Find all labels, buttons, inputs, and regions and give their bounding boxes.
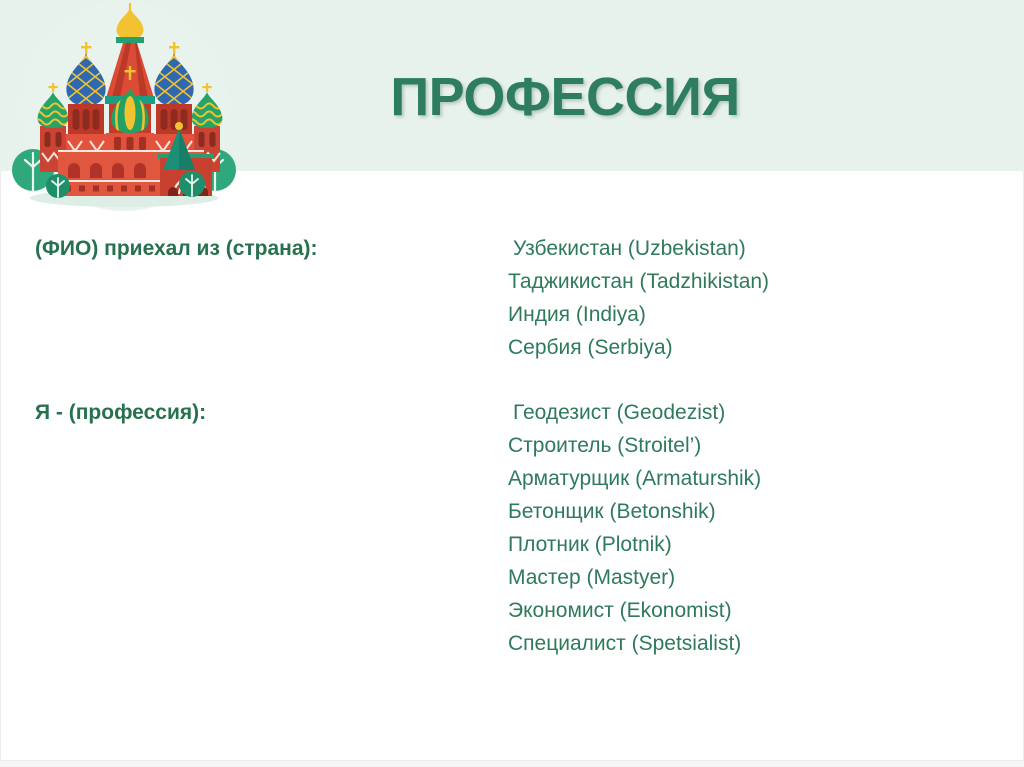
page-title: ПРОФЕССИЯ — [390, 67, 740, 127]
country-list — [508, 232, 769, 364]
list-item: Мастер (Mastyer) — [508, 566, 676, 589]
list-item: Специалист (Spetsialist) — [508, 632, 742, 655]
list-item: Экономист (Ekonomist) — [508, 599, 732, 622]
list-item: Сербия (Serbiya) — [508, 336, 673, 359]
list-item: Бетонщик (Betonshik) — [508, 500, 716, 523]
bush-right-icon — [179, 171, 205, 197]
list-item: Геодезист (Geodezist) — [513, 401, 726, 424]
list-item: Арматурщик (Armaturshik) — [508, 467, 762, 490]
list-item: Строитель (Stroitel’) — [508, 434, 702, 457]
list-item: Узбекистан (Uzbekistan) — [513, 237, 746, 260]
list-item: Таджикистан (Tadzhikistan) — [508, 270, 770, 293]
list-item: Плотник (Plotnik) — [508, 533, 672, 556]
profession-section-label: Я - (профессия): — [35, 401, 207, 424]
profession-list — [508, 396, 761, 660]
bush-left-icon — [46, 174, 70, 198]
bottom-strip — [0, 760, 1024, 767]
origin-section-label: (ФИО) приехал из (страна): — [35, 237, 318, 260]
list-item: Индия (Indiya) — [508, 303, 646, 326]
